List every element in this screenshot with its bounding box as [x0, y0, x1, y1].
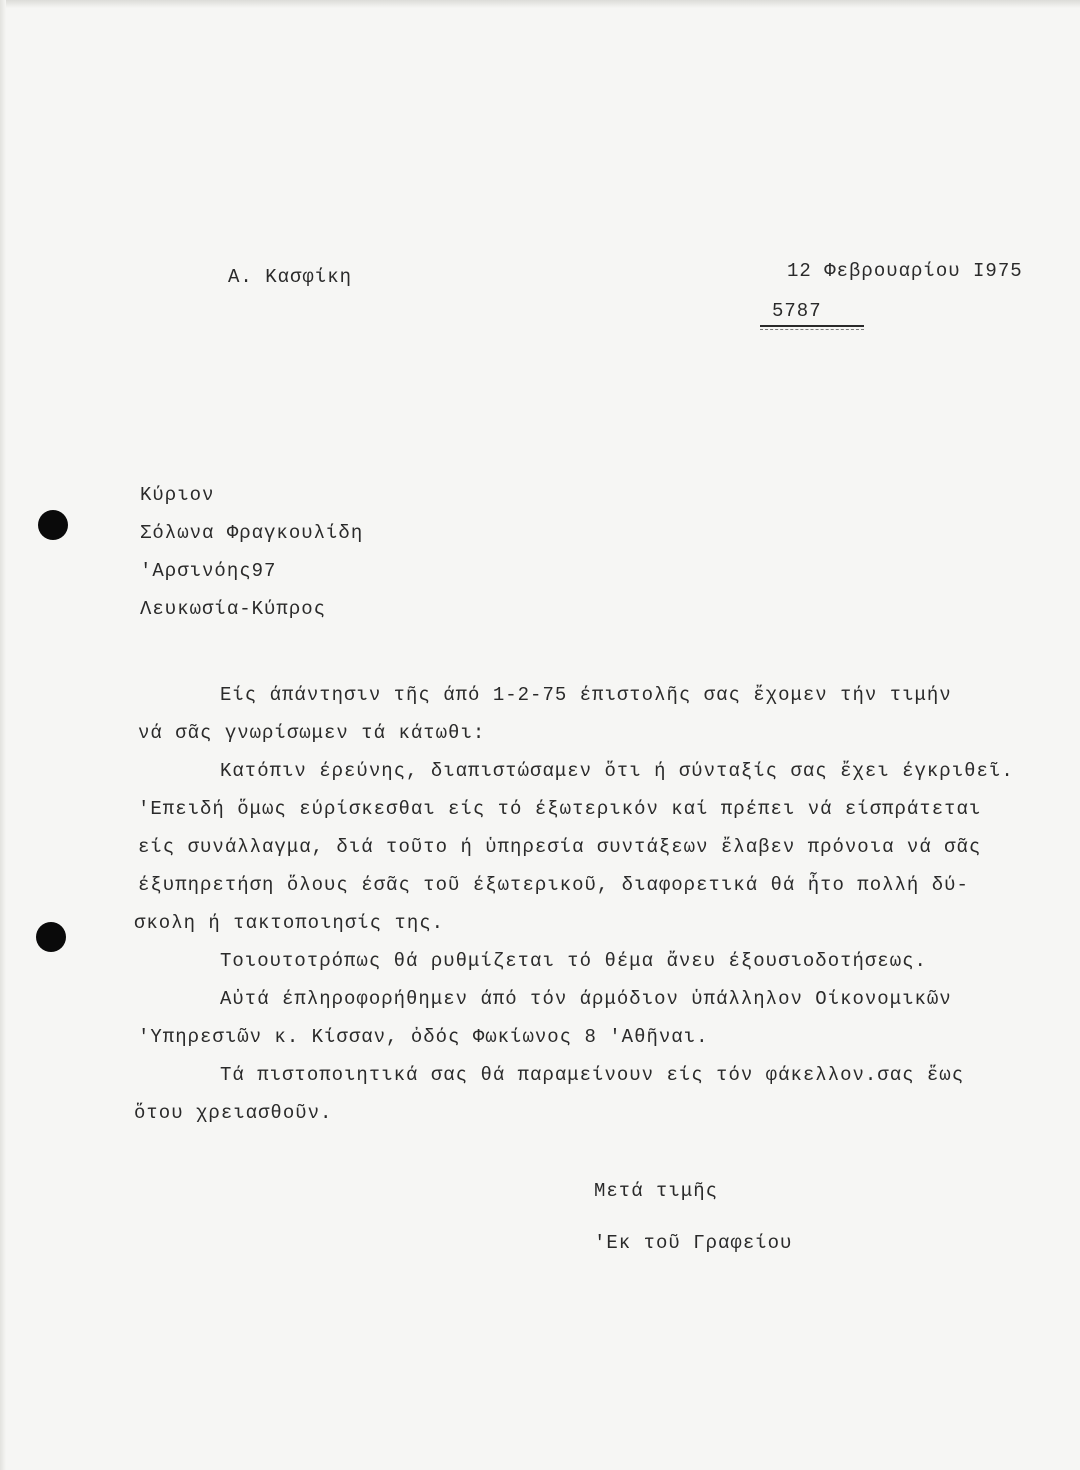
- punch-hole-bottom: [36, 922, 66, 952]
- punch-hole-top: [38, 510, 68, 540]
- scan-edge-top: [0, 0, 1080, 8]
- author-line: Α. Κασφίκη: [228, 266, 353, 288]
- body-line: ὅτου χρειασθοῦν.: [134, 1102, 333, 1124]
- body-line: Αὐτά έπληροφορήθημεν άπό τόν άρμόδιον ὑπάλληλον Οίκονομικῶν: [220, 988, 952, 1010]
- recipient-name: Σόλωνα Φραγκουλίδη: [140, 522, 364, 544]
- body-line: 'Υπηρεσιῶν κ. Κίσσαν, ὀδός Φωκίωνος 8 'Αθῆναι.: [138, 1026, 709, 1048]
- body-line: 'Επειδή ὅμως εύρίσκεσθαι είς τό έξωτερικόν καί πρέπει νά είσπράτεται: [138, 798, 982, 820]
- date-line: 12 Φεβρουαρίου Ι975: [787, 260, 1023, 282]
- body-line: είς συνάλλαγμα, διά τοῦτο ή ὑπηρεσία συντάξεων ἔλαβεν πρόνοια νά σᾶς: [138, 836, 982, 858]
- body-line: Είς άπάντησιν τῆς άπό 1-2-75 έπιστολῆς σας ἔχομεν τήν τιμήν: [220, 684, 952, 706]
- body-line: νά σᾶς γνωρίσωμεν τά κάτωθι:: [138, 722, 486, 744]
- reference-underline-dashed: [760, 329, 864, 330]
- scan-edge-left: [0, 0, 6, 1470]
- signature-line: 'Εκ τοῦ Γραφείου: [594, 1232, 793, 1254]
- recipient-city: Λευκωσία-Κύπρος: [140, 598, 327, 620]
- reference-number: 5787: [772, 300, 822, 322]
- reference-underline: [760, 325, 864, 327]
- body-line: Τά πιστοποιητικά σας θά παραμείνουν είς τόν φάκελλον.σας ἕως: [220, 1064, 965, 1086]
- body-line: σκολη ή τακτοποιησίς της.: [134, 912, 445, 934]
- recipient-salutation: Κύριον: [140, 484, 215, 506]
- recipient-street: 'Αρσινόης97: [140, 560, 277, 582]
- closing: Μετά τιμῆς: [594, 1180, 719, 1202]
- body-line: έξυπηρετήση ὅλους έσᾶς τοῦ έξωτερικοῦ, διαφορετικά θά ἦτο πολλή δύ-: [138, 874, 969, 896]
- body-line: Κατόπιν έρεύνης, διαπιστώσαμεν ὅτι ή σύνταξίς σας ἔχει έγκριθεῖ.: [220, 760, 1014, 782]
- body-line: Τοιουτοτρόπως θά ρυθμίζεται τό θέμα ἄνευ έξουσιοδοτήσεως.: [220, 950, 927, 972]
